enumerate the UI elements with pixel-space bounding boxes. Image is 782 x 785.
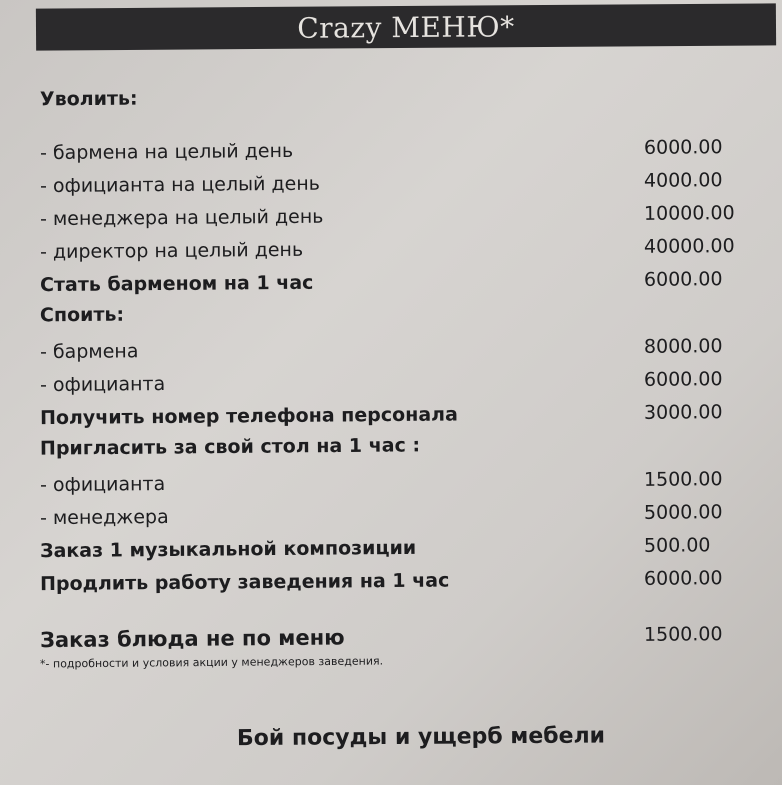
item-price: 6000.00 [643, 136, 723, 159]
title-bar [36, 3, 776, 50]
menu-item [40, 331, 754, 367]
menu-item [40, 563, 754, 599]
item-price: 6000.00 [643, 567, 723, 590]
item-label: Стать барменом на 1 час [39, 271, 314, 297]
item-price: 6000.00 [643, 268, 723, 291]
item-label: - официанта на целый день [39, 172, 321, 198]
item-label: Продлить работу заведения на 1 час [39, 569, 450, 596]
bottom-text: Бой посуды и ущерб мебели [236, 723, 606, 752]
invite-heading: Пригласить за свой стол на 1 час : [39, 434, 421, 460]
item-price: 8000.00 [643, 335, 723, 358]
item-label: - менеджера [39, 505, 169, 530]
item-price: 1500.00 [643, 623, 723, 646]
menu-item [40, 231, 754, 267]
drunk-heading: Споить: [39, 303, 125, 327]
menu-item [40, 132, 754, 168]
menu-item [40, 617, 754, 657]
item-label: - бармена на целый день [39, 139, 294, 165]
menu-item [40, 397, 754, 433]
item-label: - директор на целый день [39, 238, 304, 264]
menu-item [40, 464, 754, 500]
menu-item [40, 497, 754, 533]
item-label: Заказ блюда не по меню [39, 625, 345, 653]
item-price: 6000.00 [643, 368, 723, 391]
item-price: 5000.00 [643, 501, 723, 524]
menu-item [40, 165, 754, 201]
item-label: - бармена [39, 340, 139, 364]
menu-title: Crazy МЕНЮ* [297, 9, 515, 45]
item-price: 3000.00 [643, 401, 723, 424]
menu-item [40, 364, 754, 400]
item-price: 500.00 [643, 534, 711, 557]
menu-item [40, 264, 754, 300]
menu-item [40, 198, 754, 234]
item-price: 4000.00 [643, 169, 723, 192]
item-label: - официанта [39, 373, 166, 397]
item-label: - менеджера на целый день [39, 205, 324, 231]
fire-heading: Уволить: [39, 87, 138, 111]
item-price: 40000.00 [643, 235, 735, 258]
item-price: 1500.00 [643, 468, 723, 491]
item-label: Заказ 1 музыкальной композиции [39, 536, 417, 563]
item-label: Получить номер телефона персонала [39, 403, 458, 430]
item-label: - официанта [39, 473, 166, 497]
footnote: *- подробности и условия акции у менеджеров заведения. [39, 654, 384, 671]
item-price: 10000.00 [643, 202, 735, 225]
menu-item [40, 530, 754, 566]
